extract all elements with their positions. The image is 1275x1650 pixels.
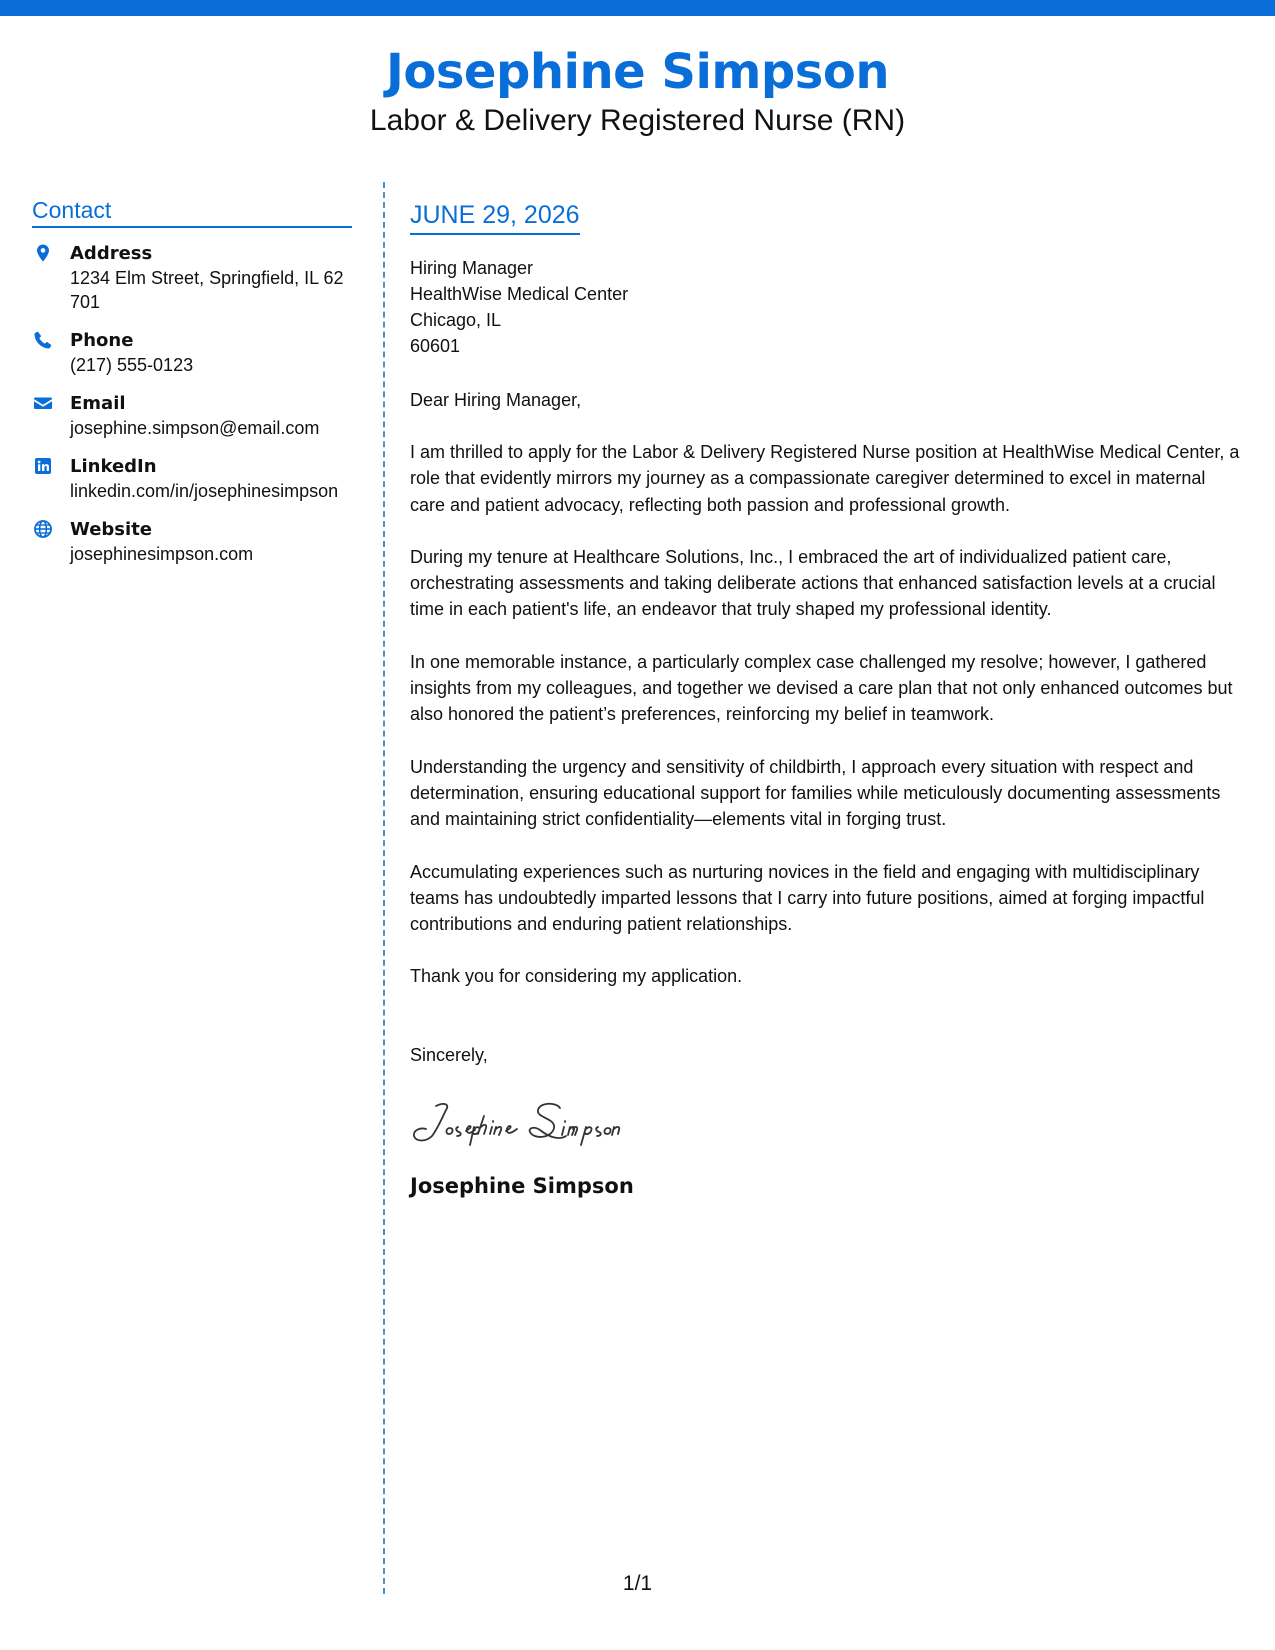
linkedin-value[interactable]: linkedin.com/in/josephinesimpson	[70, 481, 339, 501]
contact-item-address	[32, 242, 352, 314]
page-number: 1/1	[622, 1572, 653, 1595]
signed-name: Josephine Simpson	[410, 1173, 634, 1198]
contact-item-phone	[32, 329, 352, 377]
contact-label: Phone	[70, 330, 134, 351]
linkedin-icon	[33, 456, 55, 478]
email-value[interactable]: josephine.simpson@email.com	[70, 418, 320, 438]
paragraph-5: Accumulating experiences such as nurturing novices in the field and engaging with multidisciplinary teams has undoubtedly imparted lessons that I carry into future positions, aimed at forging impactful contributions and enduring patient relationships.	[410, 861, 1205, 935]
contact-label: Website	[70, 519, 153, 540]
recipient-block	[410, 255, 1245, 359]
phone-value: (217) 555-0123	[70, 355, 194, 375]
job-title: Labor & Delivery Registered Nurse (RN)	[369, 104, 906, 137]
date-underline	[410, 200, 580, 235]
handwritten-signature	[410, 1096, 670, 1148]
top-accent-bar	[0, 0, 1275, 16]
address-value: 1234 Elm Street, Springfield, IL 62701	[70, 268, 344, 312]
letter-date: JUNE 29, 2026	[410, 201, 580, 229]
recipient-zip: 60601	[410, 336, 461, 356]
paragraph-4: Understanding the urgency and sensitivity of childbirth, I approach every situation with respect and determination, ensuring educational support for families while meticulously documenting assessments and maintaining strict confidentiality—elements vital in forging trust.	[410, 756, 1221, 830]
contact-label: LinkedIn	[70, 456, 157, 477]
envelope-icon	[33, 393, 55, 415]
resume-header	[0, 42, 1275, 140]
contact-label: Address	[70, 243, 153, 264]
paragraph-2: During my tenure at Healthcare Solutions, Inc., I embraced the art of individualized patient care, orchestrating assessments and taking deliberate actions that enhanced satisfaction levels at a crucial time in each patient's life, an endeavor that truly shaped my professional identity.	[410, 546, 1216, 620]
greeting: Dear Hiring Manager,	[410, 390, 582, 410]
contact-label: Email	[70, 393, 126, 414]
recipient-title: Hiring Manager	[410, 258, 534, 278]
letter-body	[410, 200, 1245, 1200]
paragraph-1: I am thrilled to apply for the Labor & Delivery Registered Nurse position at HealthWise Medical Center, a role that evidently mirrors my journey as a compassionate caregiver determined to excel in maternal care and patient advocacy, reflecting both passion and professional growth.	[410, 442, 1240, 515]
map-pin-icon	[33, 243, 55, 265]
contact-heading: Contact	[32, 196, 352, 228]
website-value[interactable]: josephinesimpson.com	[70, 544, 254, 564]
phone-icon	[33, 330, 55, 352]
contact-sidebar	[32, 196, 352, 581]
column-divider	[383, 182, 385, 1594]
recipient-company: HealthWise Medical Center	[410, 284, 629, 304]
paragraph-6: Thank you for considering my application.	[410, 966, 743, 987]
contact-item-email	[32, 392, 352, 440]
paragraph-3: In one memorable instance, a particularly complex case challenged my resolve; however, I gathered insights from my colleagues, and together we devised a care plan that not only enhanced outcomes but also honored the patient’s preferences, reinforcing my belief in teamwork.	[410, 651, 1233, 725]
contact-item-linkedin	[32, 455, 352, 503]
applicant-name: Josephine Simpson	[386, 44, 889, 100]
globe-icon	[33, 519, 55, 541]
closing: Sincerely,	[410, 1044, 488, 1065]
recipient-city: Chicago, IL	[410, 310, 502, 330]
contact-item-website	[32, 518, 352, 566]
